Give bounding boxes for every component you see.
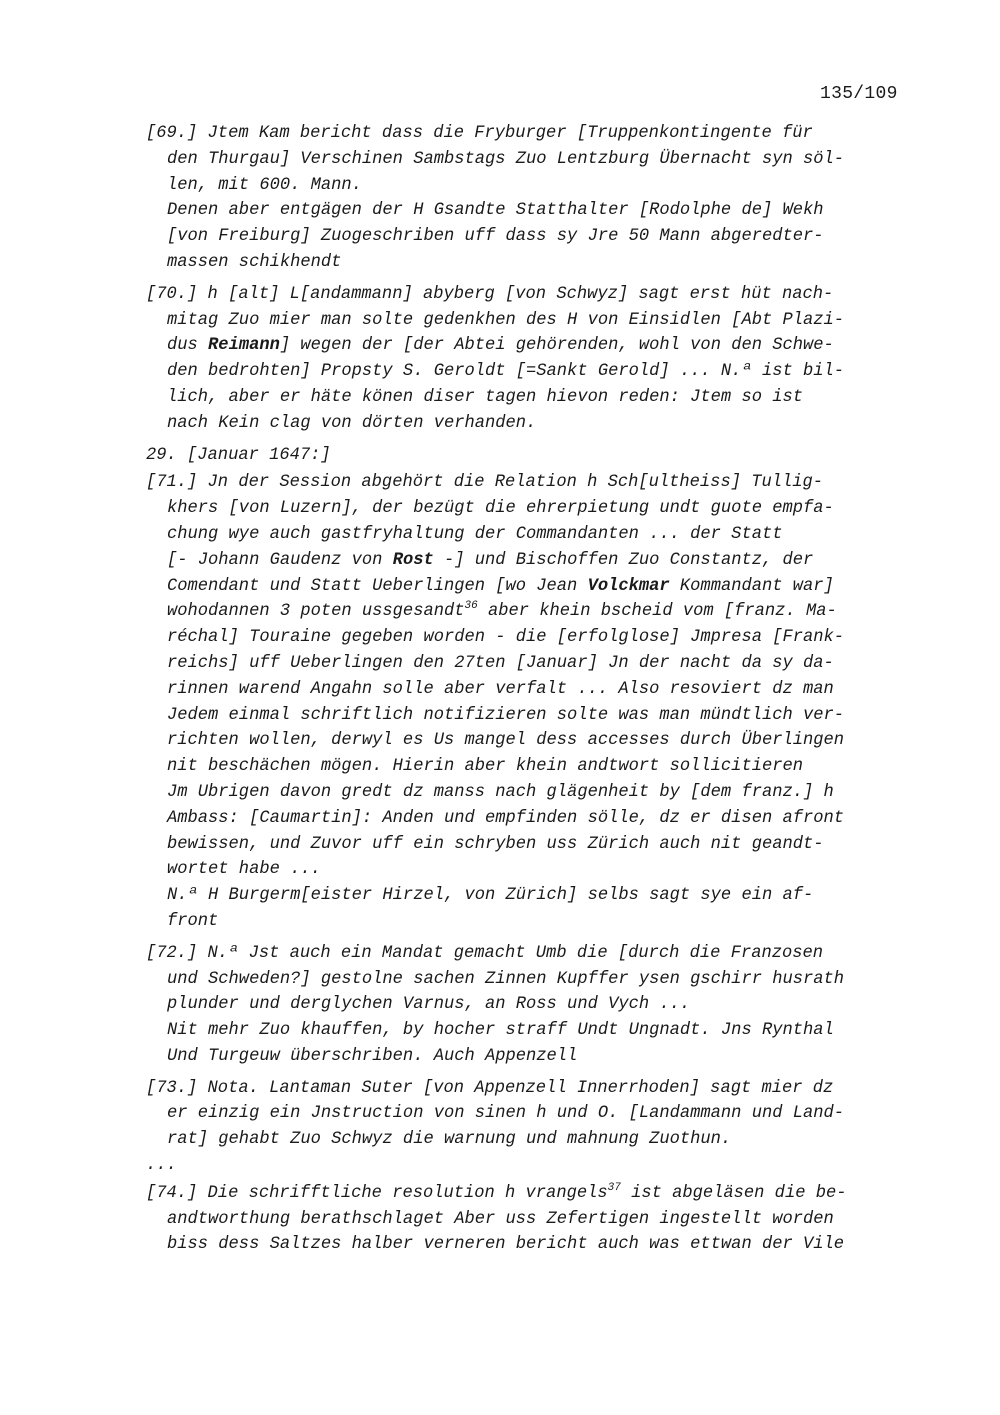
text-line: und Schweden?] gestolne sachen Zinnen Kupffer ysen gschirr husrath bbox=[167, 969, 845, 989]
text-line: Nit mehr Zuo khauffen, by hocher straff Undt Ungnadt. Jns Rynthal bbox=[167, 1021, 834, 1041]
footnote-ref[interactable]: 36 bbox=[464, 600, 478, 613]
text-line: mitag Zuo mier man solte gedenkhen des H von Einsidlen [Abt Plazi- bbox=[167, 310, 845, 330]
footnote-ref[interactable]: 37 bbox=[607, 1181, 621, 1194]
date-heading: 29. [Januar 1647:] bbox=[146, 445, 331, 465]
text-line: [73.] Nota. Lantaman Suter [von Appenzell Innerrhoden] sagt mier dz bbox=[146, 1078, 834, 1098]
text-line: reichs] uff Ueberlingen den 27ten [Januar] Jn der nacht da sy da- bbox=[167, 653, 834, 673]
text-line: rat] gehabt Zuo Schwyz die warnung und mahnung Zuothun. bbox=[167, 1130, 732, 1150]
text-line: [- Johann Gaudenz von Rost -] und Bischoffen Zuo Constantz, der bbox=[167, 550, 814, 570]
text-line: front bbox=[167, 911, 219, 931]
entry-69 bbox=[146, 121, 916, 276]
text-line: len, mit 600. Mann. bbox=[167, 175, 362, 195]
entry-72 bbox=[146, 941, 916, 1070]
text-line: [74.] Die schrifftliche resolution h vrangels$^{37}$ ist abgeläsen die be- bbox=[146, 1181, 847, 1203]
document-body bbox=[146, 121, 916, 1264]
text-line: andtworthung berathschlaget Aber uss Zefertigen ingestellt worden bbox=[167, 1209, 834, 1229]
entry-70 bbox=[146, 282, 916, 437]
text-line: réchal] Touraine gegeben worden - die [erfolglose] Jmpresa [Frank- bbox=[167, 628, 845, 648]
text-line: N.ª H Burgerm[eister Hirzel, von Zürich] selbs sagt sye ein af- bbox=[167, 886, 814, 906]
text-line: massen schikhendt bbox=[167, 252, 342, 272]
text-line: [69.] Jtem Kam bericht dass die Fryburger [Truppenkontingente für bbox=[146, 124, 813, 143]
text-line: nit beschächen mögen. Hierin aber khein andtwort sollicitieren bbox=[167, 757, 803, 777]
text-line: biss dess Saltzes halber verneren bericht auch was ettwan der Vile bbox=[167, 1235, 845, 1255]
text-line: [71.] Jn der Session abgehört die Relation h Sch[ultheiss] Tullig- bbox=[146, 473, 824, 493]
text-line: khers [von Luzern], der bezügt die ehrerpietung undt guote empfa- bbox=[167, 499, 834, 519]
text-line: richten wollen, derwyl es Us mangel dess accesses durch Überlingen bbox=[167, 731, 845, 751]
text-line: plunder und derglychen Varnus, an Ross und Vych ... bbox=[167, 995, 691, 1015]
entry-71 bbox=[146, 470, 916, 934]
text-line: Jedem einmal schriftlich notifizieren solte was man mündtlich ver- bbox=[167, 705, 845, 725]
text-line: den Thurgau] Verschinen Sambstags Zuo Lentzburg Übernacht syn söl- bbox=[167, 149, 845, 169]
text-line: er einzig ein Jnstruction von sinen h und O. [Landammann und Land- bbox=[167, 1104, 845, 1124]
entry-73 bbox=[146, 1076, 916, 1153]
text-line: bewissen, und Zuvor uff ein schryben uss Zürich auch nit geandt- bbox=[167, 834, 824, 854]
person-name-bold: Reimann bbox=[208, 336, 280, 356]
text-line: wortet habe ... bbox=[167, 860, 321, 880]
entry-74 bbox=[146, 1181, 916, 1258]
person-name-bold: Volckmar bbox=[587, 576, 670, 596]
omission-ellipsis: ... bbox=[146, 1156, 177, 1176]
text-line: [70.] h [alt] L[andammann] abyberg [von Schwyz] sagt erst hüt nach- bbox=[146, 284, 834, 304]
text-line: nach Kein clag von dörten verhanden. bbox=[167, 413, 537, 433]
text-line: rinnen warend Angahn solle aber verfalt ... Also resoviert dz man bbox=[167, 679, 834, 699]
text-line: Denen aber entgägen der H Gsandte Statthalter [Rodolphe de] Wekh bbox=[167, 201, 824, 221]
text-line: Und Turgeuw überschriben. Auch Appenzell bbox=[167, 1046, 578, 1066]
text-line: den bedrohten] Propsty S. Geroldt [=Sankt Gerold] ... N.ª ist bil- bbox=[167, 362, 845, 382]
person-name-bold: Rost bbox=[392, 550, 434, 570]
text-line: Comendant und Statt Ueberlingen [wo Jean Volckmar Kommandant war] bbox=[167, 576, 834, 596]
text-line: [72.] N.ª Jst auch ein Mandat gemacht Umb die [durch die Franzosen bbox=[146, 943, 824, 963]
text-line: dus Reimann] wegen der [der Abtei gehörenden, wohl von den Schwe- bbox=[167, 336, 834, 356]
text-line: [von Freiburg] Zuogeschriben uff dass sy Jre 50 Mann abgeredter- bbox=[167, 227, 824, 247]
text-line: Ambass: [Caumartin]: Anden und empfinden sölle, dz er disen afront bbox=[167, 808, 845, 828]
text-line: lich, aber er häte könen diser tagen hievon reden: Jtem so ist bbox=[167, 387, 803, 407]
page-number: 135/109 bbox=[820, 84, 898, 104]
text-line: wohodannen 3 poten ussgesandt$^{36}$ aber khein bscheid vom [franz. Ma- bbox=[167, 600, 837, 622]
text-line: chung wye auch gastfryhaltung der Commandanten ... der Statt bbox=[167, 524, 783, 544]
text-line: Jm Ubrigen davon gredt dz manss nach glägenheit by [dem franz.] h bbox=[167, 782, 834, 802]
